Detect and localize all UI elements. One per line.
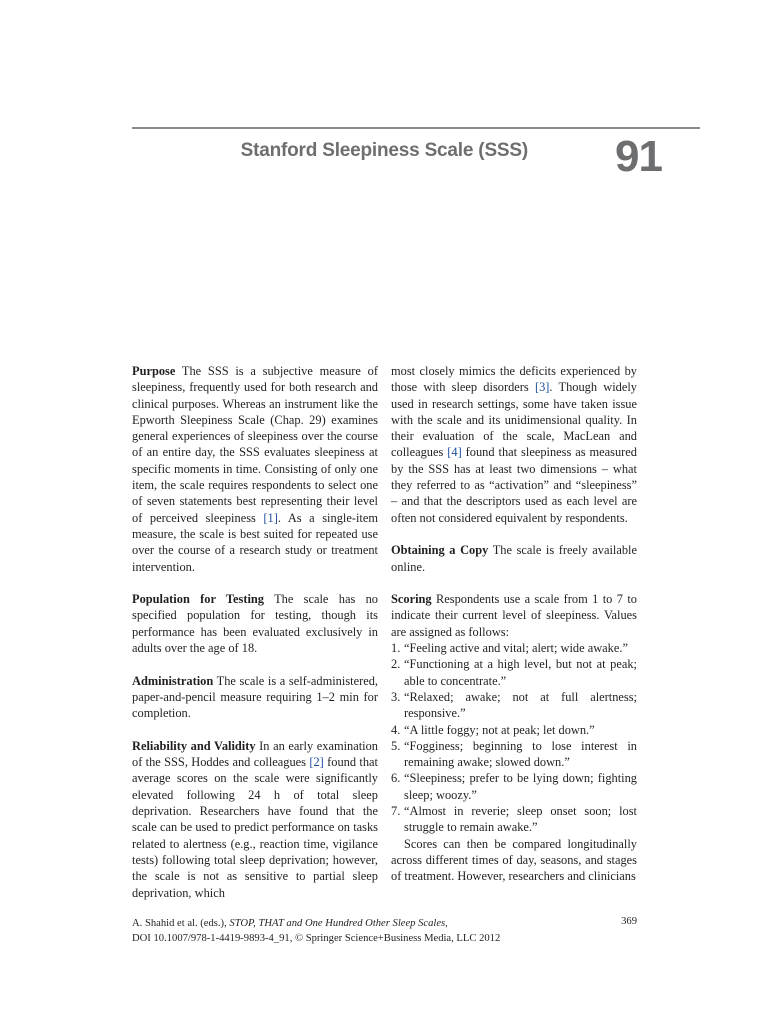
- purpose-text-1: The SSS is a subjective measure of sleepiness, frequently used for both research and clinical purposes. Whereas an instrument like the Epworth Sleepiness Scale (Chap. 29) examines general experiences of sleepiness over the course of an entire day, the SSS evaluates sleepiness at specific moments in time. Consisting of only one item, the scale requires respondents to select one of seven statements best representing their level of perceived sleepiness: [132, 364, 378, 525]
- list-item: [391, 689, 637, 722]
- reference-link-3[interactable]: [3]: [534, 380, 550, 395]
- scoring-section: [391, 591, 637, 640]
- left-column: [132, 363, 378, 901]
- population-section: [132, 591, 378, 656]
- list-item-number: 4.: [391, 722, 401, 737]
- population-heading: Population for Testing: [132, 592, 264, 607]
- reliability-text-1: In an early examination of the SSS, Hoddes and colleagues: [132, 738, 379, 770]
- list-item: [391, 738, 637, 771]
- list-item-text: “Feeling active and vital; alert; wide awake.”: [404, 641, 628, 656]
- list-item-text: “Relaxed; awake; not at full alertness; responsive.”: [404, 689, 637, 721]
- list-item-text: “Fogginess; beginning to lose interest in remaining awake; slowed down.”: [404, 738, 637, 770]
- reliability-cont-text-3: found that sleepiness as measured by the SSS has at least two dimensions – what they referred to as “activation” and “sleepiness” – and that the descriptors used as each level are often not considered equivalent by respondents.: [391, 445, 637, 525]
- list-item-text: “Sleepiness; prefer to be lying down; fighting sleep; woozy.”: [404, 771, 637, 802]
- list-item-text: “Functioning at a high level, but not at peak; able to concentrate.”: [404, 657, 637, 688]
- list-item-number: 1.: [391, 641, 401, 656]
- footer-editors: A. Shahid et al. (eds.),: [132, 918, 230, 929]
- header-rule: [132, 127, 700, 129]
- chapter-number: 91: [615, 132, 662, 181]
- list-item-number: 7.: [391, 804, 401, 819]
- list-item: [391, 770, 637, 803]
- administration-text: The scale is a self-administered, paper-and-pencil measure requiring 1–2 min for completion.: [132, 673, 378, 721]
- scoring-list: [391, 640, 637, 836]
- purpose-text-2: . As a single-item measure, the scale is best suited for repeated use over the course of a research study or treatment intervention.: [132, 510, 378, 574]
- footer-book-title: STOP, THAT and One Hundred Other Sleep Scales,: [229, 918, 448, 929]
- list-item: [391, 803, 637, 836]
- purpose-heading: Purpose: [132, 364, 176, 378]
- list-item-number: 2.: [391, 657, 401, 672]
- reliability-text-2: found that average scores on the scale were significantly elevated following 24 h of total sleep deprivation. Researchers have found that the scale can be used to predict performance on tasks related to alertness (e.g., reaction time, vigilance tests) following total sleep deprivation; however, the scale is not as sensitive to partial sleep deprivation, which: [132, 755, 378, 900]
- reference-link-2[interactable]: [2]: [309, 755, 324, 770]
- chapter-title: Stanford Sleepiness Scale (SSS): [240, 140, 528, 161]
- list-item-text: “Almost in reverie; sleep onset soon; lost struggle to remain awake.”: [404, 804, 637, 835]
- right-column: [391, 363, 637, 885]
- administration-heading: Administration: [132, 673, 214, 688]
- list-item: [391, 656, 637, 689]
- list-item: [391, 640, 637, 656]
- page-number: 369: [621, 916, 637, 927]
- reference-link-4[interactable]: [4]: [447, 445, 462, 460]
- footer-citation-line-1: [132, 916, 602, 931]
- administration-section: [132, 673, 378, 722]
- scoring-heading: Scoring: [391, 592, 432, 607]
- list-item-text: “A little foggy; not at peak; let down.”: [404, 722, 595, 737]
- footer-citation: [132, 916, 602, 946]
- list-item-number: 3.: [391, 689, 401, 704]
- list-item-number: 6.: [391, 771, 401, 786]
- reliability-cont-text-1: most closely mimics the deficits experienced by those with sleep disorders: [391, 364, 637, 395]
- reliability-cont-text-2: . Though widely used in research settings, some have taken issue with the scale and its unidimensional quality. In their evaluation of the scale, MacLean and colleagues: [391, 380, 637, 460]
- list-item-number: 5.: [391, 738, 401, 753]
- obtaining-section: [391, 542, 637, 575]
- list-item: [391, 722, 637, 738]
- obtaining-heading: Obtaining a Copy: [391, 543, 489, 558]
- reliability-heading: Reliability and Validity: [132, 738, 256, 753]
- population-text: The scale has no specified population for testing, though its performance has been evaluated exclusively in adults over the age of 18.: [132, 592, 378, 656]
- reference-link-1[interactable]: [1]: [263, 510, 278, 525]
- reliability-continued: [391, 363, 637, 526]
- footer-doi: DOI 10.1007/978-1-4419-9893-4_91, © Springer Science+Business Media, LLC 2012: [132, 933, 501, 944]
- reliability-section: [132, 738, 378, 901]
- obtaining-text: The scale is freely available online.: [391, 543, 637, 574]
- purpose-section: [132, 363, 378, 575]
- scoring-text: Respondents use a scale from 1 to 7 to indicate their current level of sleepiness. Values are assigned as follows:: [391, 592, 637, 639]
- scoring-closing-text: Scores can then be compared longitudinally across different times of day, seasons, and stages of treatment. However, researchers and clinicians: [391, 836, 637, 884]
